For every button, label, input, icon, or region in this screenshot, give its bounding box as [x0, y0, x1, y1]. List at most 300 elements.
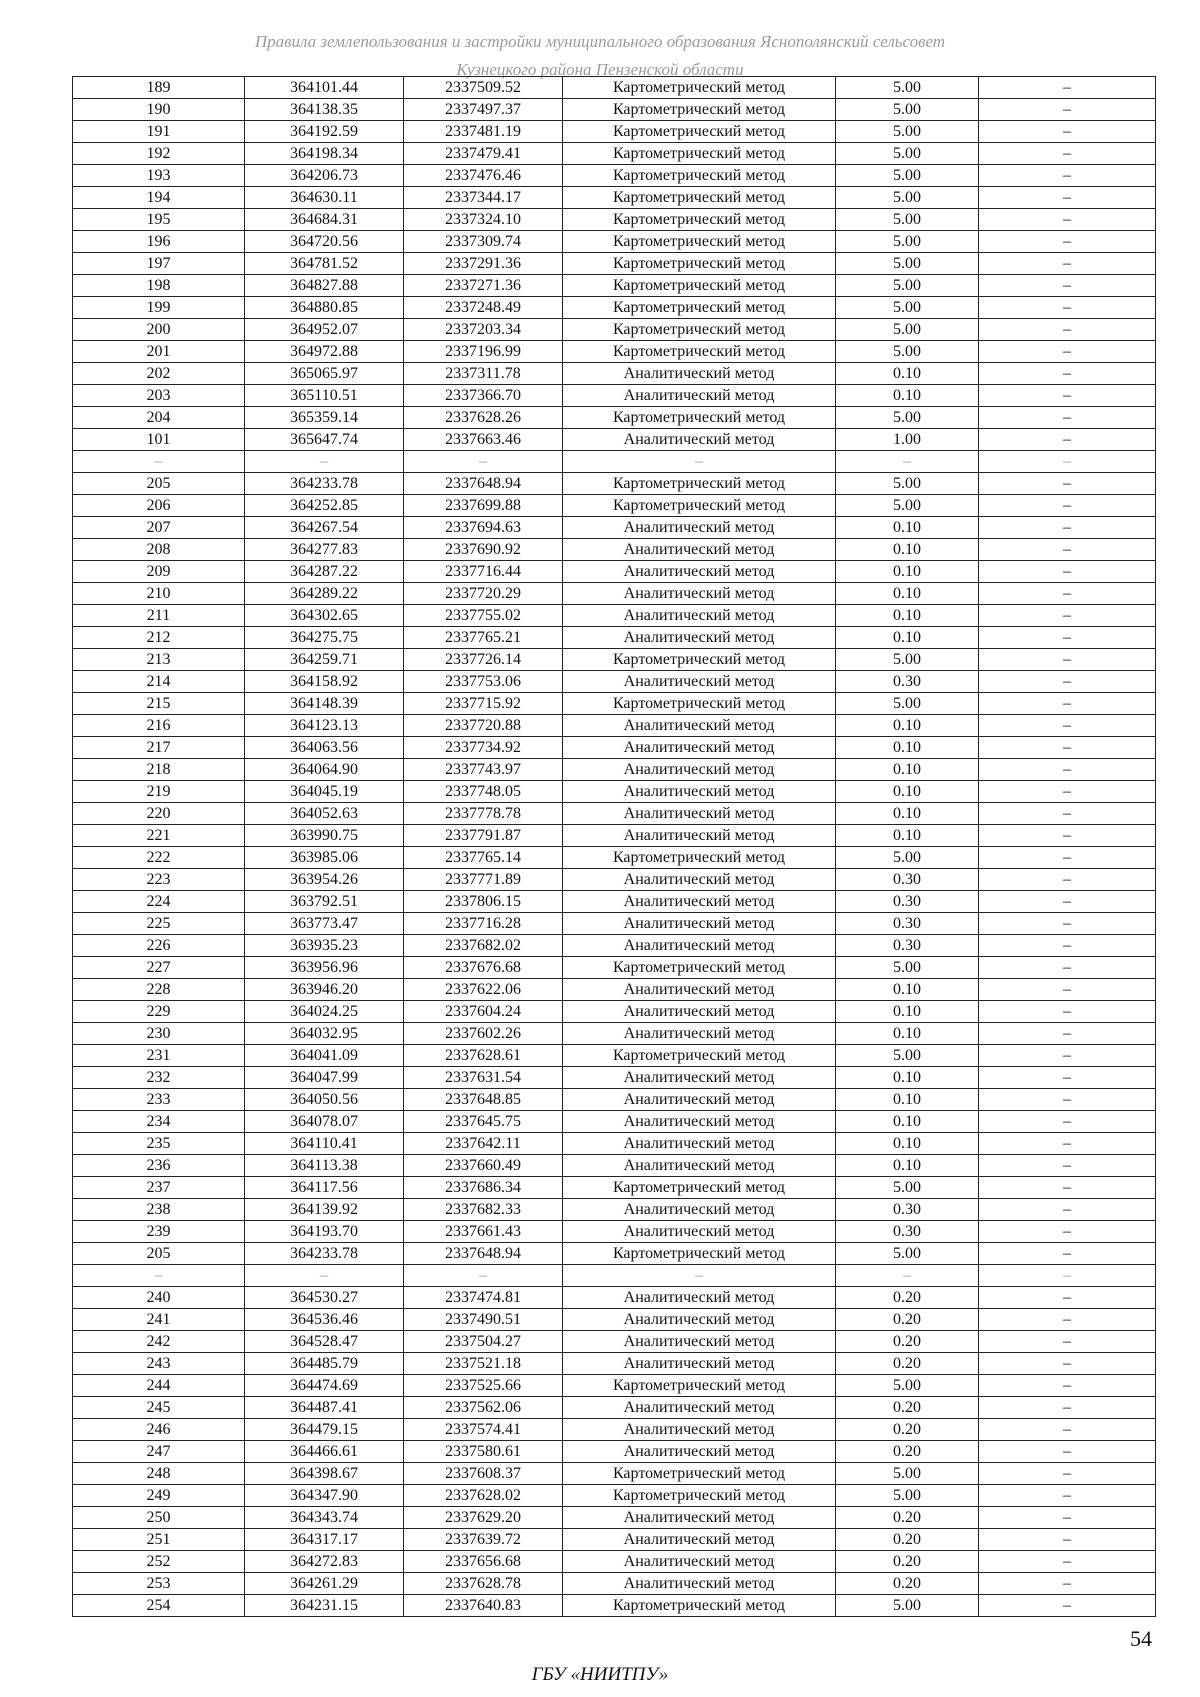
- table-row: [73, 869, 1156, 891]
- point-number-cell: 237: [73, 1177, 245, 1199]
- method-cell: Аналитический метод: [563, 935, 836, 957]
- point-number-cell: 193: [73, 165, 245, 187]
- description-cell: –: [979, 319, 1156, 341]
- point-number-cell: 245: [73, 1397, 245, 1419]
- accuracy-cell: 0.20: [836, 1397, 979, 1419]
- description-cell: –: [979, 1287, 1156, 1309]
- point-number-cell: 246: [73, 1419, 245, 1441]
- description-cell: –: [979, 1001, 1156, 1023]
- accuracy-cell: 0.10: [836, 825, 979, 847]
- description-cell: –: [979, 649, 1156, 671]
- method-cell: Аналитический метод: [563, 1067, 836, 1089]
- accuracy-cell: 0.30: [836, 671, 979, 693]
- description-cell: –: [979, 1265, 1156, 1287]
- x-coordinate-cell: 364113.38: [245, 1155, 404, 1177]
- y-coordinate-cell: 2337525.66: [404, 1375, 563, 1397]
- description-cell: –: [979, 561, 1156, 583]
- description-cell: –: [979, 759, 1156, 781]
- y-coordinate-cell: 2337366.70: [404, 385, 563, 407]
- method-cell: Аналитический метод: [563, 781, 836, 803]
- method-cell: Аналитический метод: [563, 583, 836, 605]
- description-cell: –: [979, 627, 1156, 649]
- point-number-cell: 254: [73, 1595, 245, 1617]
- accuracy-cell: 5.00: [836, 319, 979, 341]
- method-cell: Аналитический метод: [563, 671, 836, 693]
- accuracy-cell: –: [836, 451, 979, 473]
- point-number-cell: 252: [73, 1551, 245, 1573]
- table-row: [73, 77, 1156, 99]
- accuracy-cell: 0.30: [836, 869, 979, 891]
- point-number-cell: 101: [73, 429, 245, 451]
- description-cell: –: [979, 1551, 1156, 1573]
- accuracy-cell: 0.10: [836, 1001, 979, 1023]
- x-coordinate-cell: 364064.90: [245, 759, 404, 781]
- y-coordinate-cell: 2337694.63: [404, 517, 563, 539]
- y-coordinate-cell: 2337490.51: [404, 1309, 563, 1331]
- y-coordinate-cell: 2337196.99: [404, 341, 563, 363]
- description-cell: –: [979, 1573, 1156, 1595]
- table-row: [73, 1397, 1156, 1419]
- method-cell: Аналитический метод: [563, 1573, 836, 1595]
- x-coordinate-cell: 364261.29: [245, 1573, 404, 1595]
- point-number-cell: 210: [73, 583, 245, 605]
- y-coordinate-cell: 2337699.88: [404, 495, 563, 517]
- description-cell: –: [979, 99, 1156, 121]
- x-coordinate-cell: 364880.85: [245, 297, 404, 319]
- description-cell: –: [979, 1463, 1156, 1485]
- description-cell: –: [979, 1067, 1156, 1089]
- accuracy-cell: 0.10: [836, 517, 979, 539]
- description-cell: –: [979, 715, 1156, 737]
- table-row: [73, 231, 1156, 253]
- accuracy-cell: 0.10: [836, 1111, 979, 1133]
- point-number-cell: 241: [73, 1309, 245, 1331]
- point-number-cell: 190: [73, 99, 245, 121]
- x-coordinate-cell: 363954.26: [245, 869, 404, 891]
- accuracy-cell: 0.20: [836, 1507, 979, 1529]
- y-coordinate-cell: 2337734.92: [404, 737, 563, 759]
- method-cell: Аналитический метод: [563, 517, 836, 539]
- x-coordinate-cell: 364479.15: [245, 1419, 404, 1441]
- description-cell: –: [979, 473, 1156, 495]
- point-number-cell: 201: [73, 341, 245, 363]
- method-cell: Аналитический метод: [563, 1529, 836, 1551]
- table-row: [73, 451, 1156, 473]
- point-number-cell: 205: [73, 1243, 245, 1265]
- x-coordinate-cell: 364063.56: [245, 737, 404, 759]
- table-row: [73, 693, 1156, 715]
- description-cell: –: [979, 1507, 1156, 1529]
- accuracy-cell: 0.10: [836, 1133, 979, 1155]
- point-number-cell: 215: [73, 693, 245, 715]
- table-row: [73, 1551, 1156, 1573]
- y-coordinate-cell: 2337628.78: [404, 1573, 563, 1595]
- method-cell: Картометрический метод: [563, 231, 836, 253]
- x-coordinate-cell: 364536.46: [245, 1309, 404, 1331]
- table-row: [73, 363, 1156, 385]
- point-number-cell: 235: [73, 1133, 245, 1155]
- x-coordinate-cell: 364272.83: [245, 1551, 404, 1573]
- method-cell: Аналитический метод: [563, 1155, 836, 1177]
- x-coordinate-cell: 363935.23: [245, 935, 404, 957]
- accuracy-cell: 5.00: [836, 297, 979, 319]
- method-cell: Картометрический метод: [563, 1243, 836, 1265]
- table-row: [73, 1507, 1156, 1529]
- method-cell: Аналитический метод: [563, 605, 836, 627]
- y-coordinate-cell: 2337682.02: [404, 935, 563, 957]
- table-row: [73, 891, 1156, 913]
- description-cell: –: [979, 517, 1156, 539]
- description-cell: –: [979, 231, 1156, 253]
- table-row: [73, 517, 1156, 539]
- x-coordinate-cell: 364148.39: [245, 693, 404, 715]
- description-cell: –: [979, 1309, 1156, 1331]
- table-row: [73, 1529, 1156, 1551]
- table-row: [73, 737, 1156, 759]
- table-row: [73, 583, 1156, 605]
- coordinates-table: [72, 76, 1156, 1617]
- y-coordinate-cell: 2337720.29: [404, 583, 563, 605]
- accuracy-cell: 5.00: [836, 495, 979, 517]
- description-cell: –: [979, 165, 1156, 187]
- table-row: [73, 385, 1156, 407]
- x-coordinate-cell: 364287.22: [245, 561, 404, 583]
- y-coordinate-cell: –: [404, 451, 563, 473]
- description-cell: –: [979, 253, 1156, 275]
- y-coordinate-cell: 2337640.83: [404, 1595, 563, 1617]
- method-cell: Аналитический метод: [563, 979, 836, 1001]
- accuracy-cell: 0.20: [836, 1287, 979, 1309]
- x-coordinate-cell: 363985.06: [245, 847, 404, 869]
- x-coordinate-cell: 364192.59: [245, 121, 404, 143]
- description-cell: –: [979, 1419, 1156, 1441]
- y-coordinate-cell: 2337771.89: [404, 869, 563, 891]
- method-cell: Картометрический метод: [563, 209, 836, 231]
- point-number-cell: 239: [73, 1221, 245, 1243]
- y-coordinate-cell: 2337648.94: [404, 473, 563, 495]
- accuracy-cell: 5.00: [836, 693, 979, 715]
- table-row: [73, 1243, 1156, 1265]
- method-cell: Картометрический метод: [563, 341, 836, 363]
- method-cell: Аналитический метод: [563, 869, 836, 891]
- point-number-cell: 189: [73, 77, 245, 99]
- description-cell: –: [979, 495, 1156, 517]
- x-coordinate-cell: 363956.96: [245, 957, 404, 979]
- description-cell: –: [979, 1045, 1156, 1067]
- point-number-cell: 197: [73, 253, 245, 275]
- accuracy-cell: 0.10: [836, 1023, 979, 1045]
- table-row: [73, 187, 1156, 209]
- method-cell: Аналитический метод: [563, 1419, 836, 1441]
- accuracy-cell: 1.00: [836, 429, 979, 451]
- y-coordinate-cell: 2337309.74: [404, 231, 563, 253]
- table-row: [73, 1309, 1156, 1331]
- description-cell: –: [979, 451, 1156, 473]
- method-cell: Аналитический метод: [563, 1309, 836, 1331]
- x-coordinate-cell: 364398.67: [245, 1463, 404, 1485]
- method-cell: Картометрический метод: [563, 407, 836, 429]
- table-row: [73, 495, 1156, 517]
- y-coordinate-cell: 2337631.54: [404, 1067, 563, 1089]
- x-coordinate-cell: 365110.51: [245, 385, 404, 407]
- accuracy-cell: 0.10: [836, 781, 979, 803]
- method-cell: Аналитический метод: [563, 1023, 836, 1045]
- accuracy-cell: 5.00: [836, 1045, 979, 1067]
- table-row: [73, 1419, 1156, 1441]
- table-row: [73, 165, 1156, 187]
- table-row: [73, 913, 1156, 935]
- accuracy-cell: 0.10: [836, 759, 979, 781]
- accuracy-cell: 5.00: [836, 847, 979, 869]
- method-cell: Картометрический метод: [563, 1595, 836, 1617]
- y-coordinate-cell: 2337716.28: [404, 913, 563, 935]
- accuracy-cell: 5.00: [836, 187, 979, 209]
- table-row: [73, 1001, 1156, 1023]
- point-number-cell: 228: [73, 979, 245, 1001]
- description-cell: –: [979, 297, 1156, 319]
- method-cell: Аналитический метод: [563, 1133, 836, 1155]
- accuracy-cell: 5.00: [836, 275, 979, 297]
- y-coordinate-cell: 2337324.10: [404, 209, 563, 231]
- description-cell: –: [979, 1177, 1156, 1199]
- x-coordinate-cell: 364474.69: [245, 1375, 404, 1397]
- x-coordinate-cell: 363792.51: [245, 891, 404, 913]
- accuracy-cell: 5.00: [836, 209, 979, 231]
- accuracy-cell: 0.10: [836, 737, 979, 759]
- accuracy-cell: 5.00: [836, 473, 979, 495]
- accuracy-cell: 0.20: [836, 1529, 979, 1551]
- table-row: [73, 935, 1156, 957]
- x-coordinate-cell: 364289.22: [245, 583, 404, 605]
- accuracy-cell: 5.00: [836, 165, 979, 187]
- point-number-cell: 253: [73, 1573, 245, 1595]
- accuracy-cell: 5.00: [836, 1243, 979, 1265]
- point-number-cell: 234: [73, 1111, 245, 1133]
- method-cell: –: [563, 1265, 836, 1287]
- y-coordinate-cell: 2337716.44: [404, 561, 563, 583]
- accuracy-cell: 0.10: [836, 1155, 979, 1177]
- description-cell: –: [979, 1023, 1156, 1045]
- point-number-cell: 216: [73, 715, 245, 737]
- header-line-2: Кузнецкого района Пензенской области: [456, 60, 744, 79]
- accuracy-cell: 0.30: [836, 891, 979, 913]
- method-cell: Картометрический метод: [563, 165, 836, 187]
- y-coordinate-cell: 2337271.36: [404, 275, 563, 297]
- description-cell: –: [979, 1221, 1156, 1243]
- point-number-cell: 221: [73, 825, 245, 847]
- x-coordinate-cell: 364952.07: [245, 319, 404, 341]
- point-number-cell: 244: [73, 1375, 245, 1397]
- x-coordinate-cell: 364078.07: [245, 1111, 404, 1133]
- table-row: [73, 539, 1156, 561]
- table-row: [73, 1573, 1156, 1595]
- y-coordinate-cell: 2337629.20: [404, 1507, 563, 1529]
- point-number-cell: 236: [73, 1155, 245, 1177]
- x-coordinate-cell: 364139.92: [245, 1199, 404, 1221]
- y-coordinate-cell: 2337481.19: [404, 121, 563, 143]
- x-coordinate-cell: 364052.63: [245, 803, 404, 825]
- method-cell: Аналитический метод: [563, 429, 836, 451]
- method-cell: Картометрический метод: [563, 1485, 836, 1507]
- description-cell: –: [979, 209, 1156, 231]
- table-row: [73, 1111, 1156, 1133]
- y-coordinate-cell: 2337602.26: [404, 1023, 563, 1045]
- point-number-cell: 206: [73, 495, 245, 517]
- method-cell: Аналитический метод: [563, 1507, 836, 1529]
- table-row: [73, 473, 1156, 495]
- table-row: [73, 759, 1156, 781]
- description-cell: –: [979, 825, 1156, 847]
- table-row: [73, 99, 1156, 121]
- point-number-cell: 247: [73, 1441, 245, 1463]
- table-row: [73, 121, 1156, 143]
- point-number-cell: 243: [73, 1353, 245, 1375]
- y-coordinate-cell: 2337562.06: [404, 1397, 563, 1419]
- description-cell: –: [979, 1243, 1156, 1265]
- accuracy-cell: 0.20: [836, 1551, 979, 1573]
- accuracy-cell: 0.30: [836, 913, 979, 935]
- point-number-cell: 227: [73, 957, 245, 979]
- accuracy-cell: 0.10: [836, 979, 979, 1001]
- table-row: [73, 979, 1156, 1001]
- table-row: [73, 341, 1156, 363]
- method-cell: Картометрический метод: [563, 957, 836, 979]
- y-coordinate-cell: 2337778.78: [404, 803, 563, 825]
- method-cell: Аналитический метод: [563, 1221, 836, 1243]
- point-number-cell: 225: [73, 913, 245, 935]
- method-cell: –: [563, 451, 836, 473]
- method-cell: Аналитический метод: [563, 1111, 836, 1133]
- y-coordinate-cell: 2337748.05: [404, 781, 563, 803]
- point-number-cell: 191: [73, 121, 245, 143]
- x-coordinate-cell: 363946.20: [245, 979, 404, 1001]
- y-coordinate-cell: 2337291.36: [404, 253, 563, 275]
- accuracy-cell: 0.10: [836, 583, 979, 605]
- point-number-cell: 242: [73, 1331, 245, 1353]
- accuracy-cell: 0.10: [836, 627, 979, 649]
- accuracy-cell: 5.00: [836, 253, 979, 275]
- x-coordinate-cell: 364231.15: [245, 1595, 404, 1617]
- method-cell: Аналитический метод: [563, 627, 836, 649]
- x-coordinate-cell: 364630.11: [245, 187, 404, 209]
- description-cell: –: [979, 1133, 1156, 1155]
- table-row: [73, 803, 1156, 825]
- x-coordinate-cell: 363990.75: [245, 825, 404, 847]
- description-cell: –: [979, 935, 1156, 957]
- method-cell: Аналитический метод: [563, 891, 836, 913]
- method-cell: Картометрический метод: [563, 1045, 836, 1067]
- table-row: [73, 1067, 1156, 1089]
- x-coordinate-cell: 364343.74: [245, 1507, 404, 1529]
- method-cell: Картометрический метод: [563, 143, 836, 165]
- accuracy-cell: 0.30: [836, 935, 979, 957]
- method-cell: Аналитический метод: [563, 1397, 836, 1419]
- accuracy-cell: 5.00: [836, 1485, 979, 1507]
- table-row: [73, 275, 1156, 297]
- table-row: [73, 1221, 1156, 1243]
- method-cell: Картометрический метод: [563, 77, 836, 99]
- method-cell: Аналитический метод: [563, 913, 836, 935]
- y-coordinate-cell: 2337743.97: [404, 759, 563, 781]
- table-row: [73, 1155, 1156, 1177]
- description-cell: –: [979, 671, 1156, 693]
- x-coordinate-cell: 364485.79: [245, 1353, 404, 1375]
- method-cell: Аналитический метод: [563, 385, 836, 407]
- y-coordinate-cell: 2337656.68: [404, 1551, 563, 1573]
- point-number-cell: 224: [73, 891, 245, 913]
- description-cell: –: [979, 187, 1156, 209]
- point-number-cell: 250: [73, 1507, 245, 1529]
- point-number-cell: 208: [73, 539, 245, 561]
- point-number-cell: 196: [73, 231, 245, 253]
- method-cell: Аналитический метод: [563, 759, 836, 781]
- point-number-cell: 230: [73, 1023, 245, 1045]
- y-coordinate-cell: 2337628.61: [404, 1045, 563, 1067]
- x-coordinate-cell: 364233.78: [245, 1243, 404, 1265]
- table-row: [73, 1331, 1156, 1353]
- y-coordinate-cell: 2337791.87: [404, 825, 563, 847]
- table-row: [73, 715, 1156, 737]
- x-coordinate-cell: 363773.47: [245, 913, 404, 935]
- accuracy-cell: 5.00: [836, 1375, 979, 1397]
- method-cell: Картометрический метод: [563, 121, 836, 143]
- accuracy-cell: 5.00: [836, 1177, 979, 1199]
- y-coordinate-cell: 2337661.43: [404, 1221, 563, 1243]
- method-cell: Картометрический метод: [563, 473, 836, 495]
- method-cell: Аналитический метод: [563, 539, 836, 561]
- y-coordinate-cell: 2337806.15: [404, 891, 563, 913]
- table-row: [73, 671, 1156, 693]
- y-coordinate-cell: 2337645.75: [404, 1111, 563, 1133]
- y-coordinate-cell: 2337648.85: [404, 1089, 563, 1111]
- x-coordinate-cell: 364024.25: [245, 1001, 404, 1023]
- y-coordinate-cell: 2337622.06: [404, 979, 563, 1001]
- point-number-cell: 218: [73, 759, 245, 781]
- point-number-cell: 192: [73, 143, 245, 165]
- accuracy-cell: 0.30: [836, 1221, 979, 1243]
- x-coordinate-cell: 364275.75: [245, 627, 404, 649]
- description-cell: –: [979, 1353, 1156, 1375]
- y-coordinate-cell: 2337660.49: [404, 1155, 563, 1177]
- point-number-cell: 205: [73, 473, 245, 495]
- x-coordinate-cell: 364302.65: [245, 605, 404, 627]
- point-number-cell: –: [73, 1265, 245, 1287]
- point-number-cell: 199: [73, 297, 245, 319]
- method-cell: Аналитический метод: [563, 825, 836, 847]
- description-cell: –: [979, 891, 1156, 913]
- method-cell: Картометрический метод: [563, 187, 836, 209]
- x-coordinate-cell: 364032.95: [245, 1023, 404, 1045]
- x-coordinate-cell: 364045.19: [245, 781, 404, 803]
- x-coordinate-cell: 364972.88: [245, 341, 404, 363]
- y-coordinate-cell: 2337608.37: [404, 1463, 563, 1485]
- table-row: [73, 649, 1156, 671]
- method-cell: Картометрический метод: [563, 495, 836, 517]
- description-cell: –: [979, 979, 1156, 1001]
- x-coordinate-cell: 365359.14: [245, 407, 404, 429]
- accuracy-cell: 0.10: [836, 539, 979, 561]
- accuracy-cell: 5.00: [836, 649, 979, 671]
- table-row: [73, 1023, 1156, 1045]
- table-row: [73, 1485, 1156, 1507]
- table-row: [73, 429, 1156, 451]
- description-cell: –: [979, 1485, 1156, 1507]
- description-cell: –: [979, 275, 1156, 297]
- method-cell: Картометрический метод: [563, 693, 836, 715]
- table-row: [73, 1595, 1156, 1617]
- point-number-cell: 229: [73, 1001, 245, 1023]
- x-coordinate-cell: 364050.56: [245, 1089, 404, 1111]
